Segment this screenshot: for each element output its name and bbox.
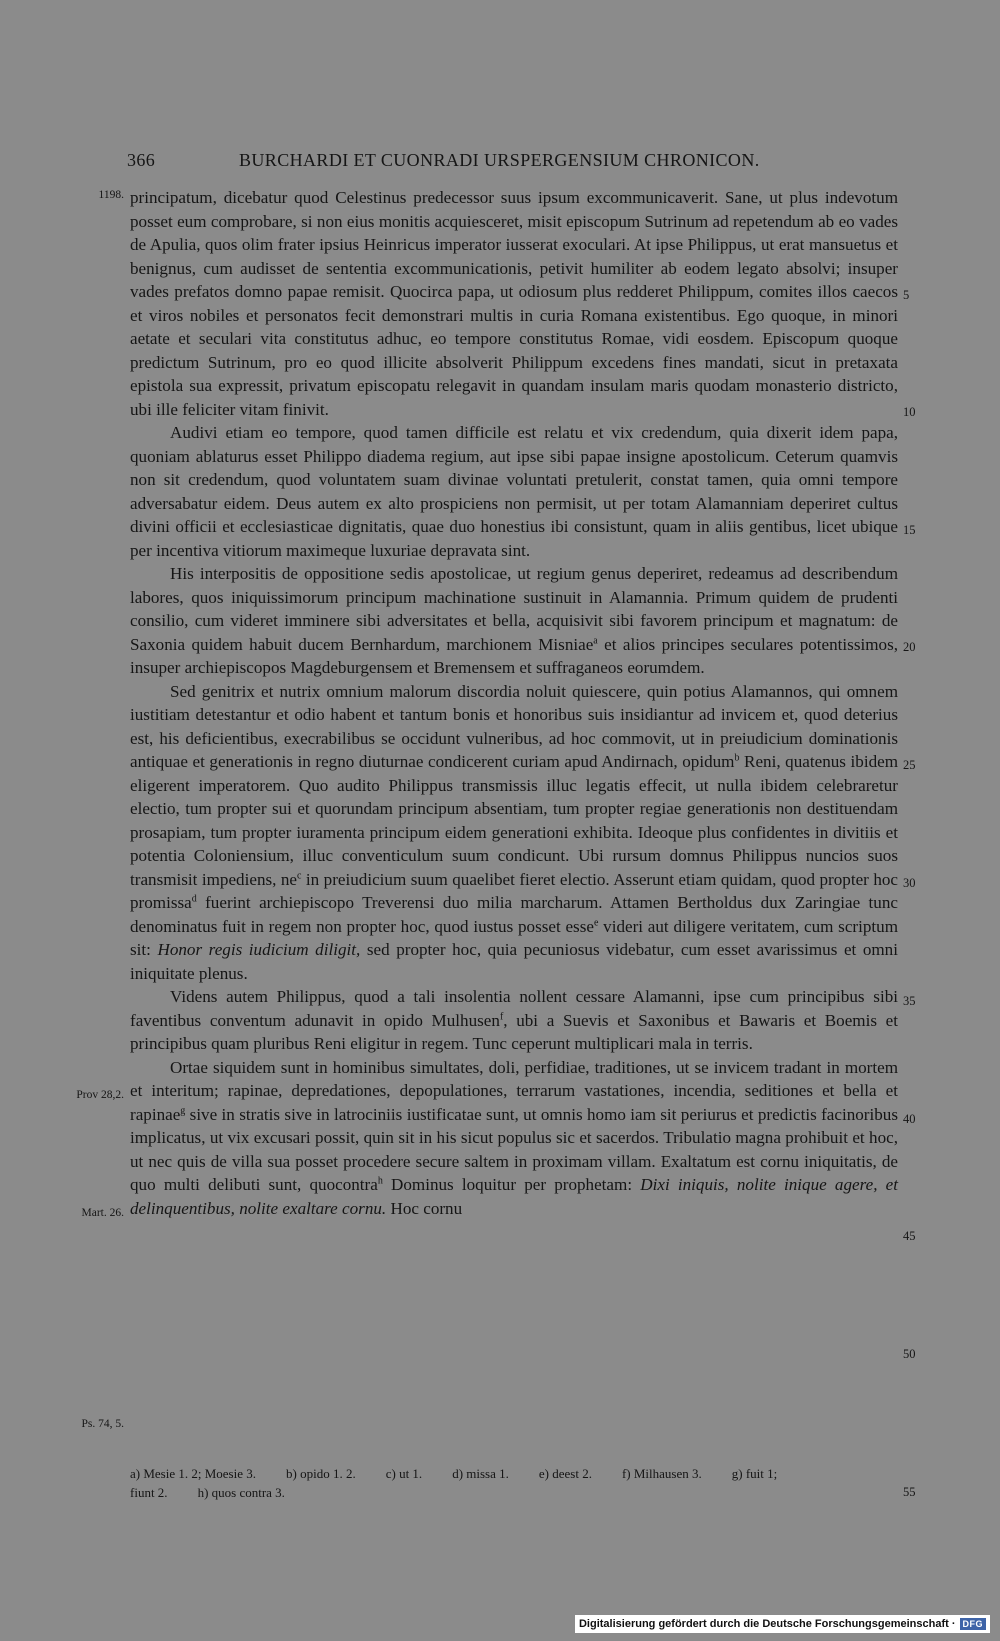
footnote: fiunt 2. [130,1485,168,1500]
line-number-45: 45 [903,1229,916,1243]
footnote: g) fuit 1; [731,1466,778,1481]
margin-ref-prov: Prov 28,2. [76,1089,124,1101]
footnote-marker: b [734,752,740,764]
footnote: f) Milhausen 3. [621,1466,702,1481]
body-text [130,186,898,1220]
line-number-25: 25 [903,758,916,772]
footnote-marker: h [377,1175,383,1187]
footnote-marker: d [191,893,197,905]
footnote-marker: e [593,916,599,928]
paragraph: Ortae siquidem sunt in hominibus simultates, doli, perfidiae, traditiones, ut se invicem tradant in mortem et interitum; rapinae, depredationes, depopulationes, terrarum vastationes, incendia, seditiones et bella et rapinae$^g$ sive in stratis sive in latrociniis iustificatae sunt, ut omnis homo iam sit periurus et predictis facinoribus implicatus, ut vix excusari possit, quin sit in his sicut populus sic et sacerdos. Tribulatio magna prohibuit et hoc, ut nec quis de villa sua posset procedere secure saltem in proximam villam. Exaltatum est cornu iniquitatis, de quo multi delibuti sunt, quocontra$^h$ Dominus loquitur per prophetam: Dixi iniquis, nolite inique agere, et delinquentibus, nolite exaltare cornu. Hoc cornu [130,1057,898,1218]
paragraph: Sed genitrix et nutrix omnium malorum discordia noluit quiescere, quin potius Alamannos, qui omnem iustitiam detestantur et odio habent et tantum bonis et honoribus suis insidiantur ad invicem et, quod deterius est, his deficientibus, execrabilibus se occidunt vulneribus, ad hoc commovit, ut in preiudicium dominationis antiquae et generationis in regno diuturnae condicerent curiam apud Andirnach, opidum$^b$ Reni, quatenus ibidem eligerent imperatorem. Quo audito Philippus transmissis illuc legatis effecit, ut nulla ibidem celebraretur electio, tum propter sui et quorundam principum absentiam, tum propter regiae generationis non destituendam prosapiam, tum propter iuramenta principum eidem generationi exhibita. Ideoque plus confidentes in divitiis et potentia Coloniensium, illuc conventiculum suum condicunt. Ubi rursum domnus Philippus nuncios suos transmisit impediens, $ne^c$ in preiudicium suum quaelibet fieret electio. Asserunt etiam quidam, quod propter hoc promissa$^d$ fuerint archiepiscopo Treverensi duo milia marcharum. Attamen Bertholdus dux Zaringiae tunc denominatus fuit in regem non propter hoc, quod iustus posset esse$^e$ videri aut diligere veritatem, cum scriptum sit: Honor regis iudicium diligit, sed propter hoc, quia pecuniosus videbatur, cum esset avarissimus et omni iniquitate plenus. [130,681,899,983]
paragraph: Audivi etiam eo tempore, quod tamen difficile est relatu et vix credendum, quia dixerit idem papa, quoniam ablaturus esset Philippo diadema regium, aut ipse sibi papae insigne apostolicum. Ceterum quamvis non sit credendum, quod voluntatem suam divinae voluntati pretulerit, constat tamen, quia omni tempore adversabatur eidem. Deus autem ex alto prospiciens non permisit, ut per totam Alamanniam deperiret cultus divini officii et ecclesiasticae dignitatis, quae duo honestius ibi consistunt, quam in aliis gentibus, licet ubique per incentiva vitiorum maximeque luxuriae depravata sint. [130,423,898,560]
footnote-marker: f [499,1010,504,1022]
dfg-logo-icon: DFG [960,1618,987,1630]
footnote-marker: g [180,1104,186,1116]
line-number-10: 10 [903,405,916,419]
digitization-credit [575,1615,990,1633]
footnotes [130,1464,916,1502]
biblical-quote: Dixi iniquis, nolite inique agere, et delinquentibus, nolite exaltare cornu. [130,1175,898,1218]
footnote: a) Mesie 1. 2; Moesie 3. [130,1466,257,1481]
footnote-marker: c [297,869,302,881]
line-number-55: 55 [903,1485,916,1499]
page-number: 366 [127,150,156,170]
footnote: b) opido 1. 2. [286,1466,356,1481]
line-number-30: 30 [903,876,916,890]
margin-year: 1198. [98,189,124,201]
line-number-15: 15 [903,523,916,537]
credit-text: Digitalisierung gefördert durch die Deutsche Forschungsgemeinschaft · [578,1618,956,1630]
margin-ref-ps: Ps. 74, 5. [81,1418,124,1430]
paragraph: His interpositis de oppositione sedis apostolicae, ut regium genus deperiret, redeamus ad describendum labores, quos iniquissimorum principum machinatione sustinuit in Alamannia. Primum quidem de prudenti consilio, cum videret imminere sibi adversitates et bella, acquisivit sibi favorem principum et magnatum: de Saxonia quidem habuit ducem Bernhardum, marchionem Misniae$^a$ et alios principes seculares potentissimos, insuper archiepiscopos Magdeburgensem et Bremensem et suffraganeos eorumdem. [130,564,898,677]
paragraph: principatum, dicebatur quod Celestinus predecessor suus ipsum excommunicaverit. Sane, ut plus indevotum posset eum comprobare, si non eius monitis acquiesceret, misit episcopum Sutrinum ad repetendum ab eo vades de Apulia, quos olim frater ipsius Heinricus imperator iusserat exoculari. At ipse Philippus, ut erat mansuetus et benignus, cum audisset de sententia excommunicationis, petivit humiliter ab eodem legato absolvi; insuper vades prefatos domno papae remisit. Quocirca papa, ut odiosum plus redderet Philippum, comites illos caecos et viros nobiles et personatos fecit demonstrari multis in curia Romana existentibus. Ego quoque, in minori aetate et seculari vita constitutus adhuc, eo tempore constitutus Romae, vidi eosdem. Episcopum quoque predictum Sutrinum, pro eo quod illicite absolverit Philippum excedens fines mandati, sicut in pretaxata epistola sua expressit, privatum episcopatu relegavit in quandam insulam maris quodam monasterio districto, ubi ille feliciter vitam finivit. [130,188,898,419]
paragraph: Videns autem Philippus, quod a tali insolentia nollent cessare Alamanni, ipse cum principibus sibi faventibus conventum adunavit in opido Mulhusen$^f$, ubi a Suevis et Saxonibus et Bawaris et Boemis et principibus quam pluribus Reni eligitur in regem. Tunc ceperunt multiplicari mala in terris. [130,987,898,1053]
margin-ref-mart: Mart. 26. [81,1207,124,1219]
line-number-20: 20 [903,640,916,654]
footnote: c) ut 1. [385,1466,423,1481]
line-number-40: 40 [903,1112,916,1126]
footnote: d) missa 1. [452,1466,509,1481]
footnote: e) deest 2. [538,1466,592,1481]
line-number-50: 50 [903,1347,916,1361]
running-title: BURCHARDI ET CUONRADI URSPERGENSIUM CHRONICON. [239,150,760,170]
biblical-quote: Honor regis iudicium diligit, [157,940,361,959]
line-number-5: 5 [903,288,910,302]
line-number-35: 35 [903,994,916,1008]
page-header [127,150,787,174]
footnote: h) quos contra 3. [197,1485,285,1500]
footnote-marker: a [593,634,598,646]
